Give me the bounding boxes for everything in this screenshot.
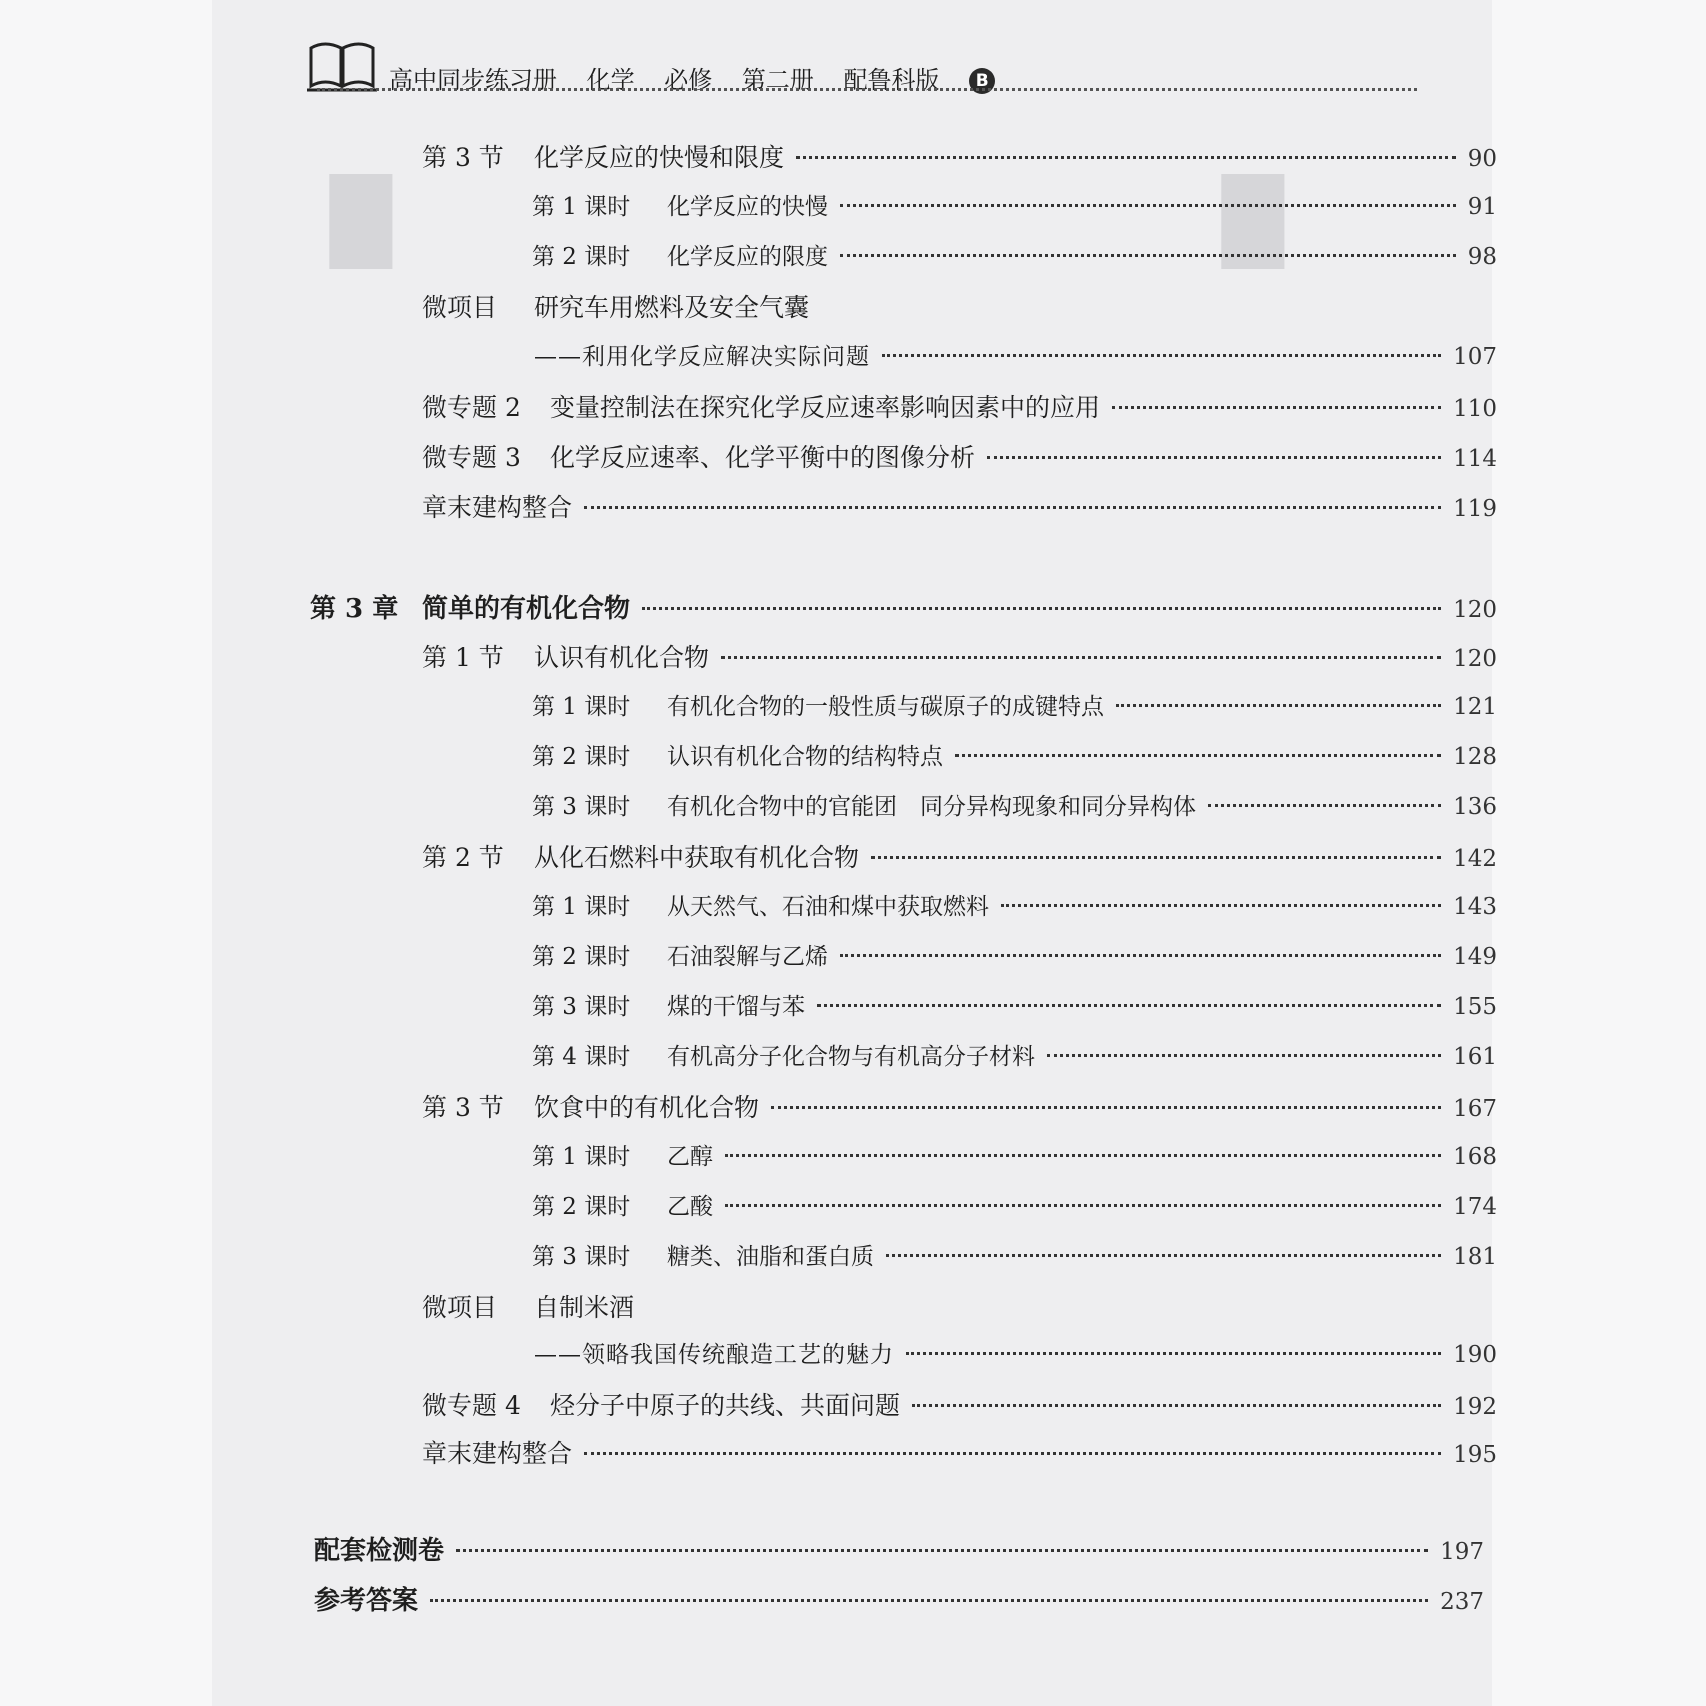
toc-page: 120 [1453,597,1497,623]
toc-entry[interactable] [532,888,1497,921]
toc-page: 192 [1453,1394,1497,1420]
dot-leader [906,1352,1441,1355]
toc-label: 第 2 节 [422,843,504,872]
toc-entry[interactable] [532,938,1497,971]
toc-page: 114 [1453,446,1497,472]
dot-leader [955,754,1441,757]
toc-title: 变量控制法在探究化学反应速率影响因素中的应用 [550,393,1101,422]
toc-page: 119 [1453,496,1497,522]
dot-leader [882,354,1441,357]
toc-page: 155 [1453,994,1497,1020]
bleed-through-mark: █ [1222,175,1284,268]
toc-title: 有机化合物中的官能团 同分异构现象和同分异构体 [667,794,1196,820]
dot-leader [456,1549,1428,1552]
toc-label: 微专题 4 [422,1391,521,1420]
toc-title: 从天然气、石油和煤中获取燃料 [667,894,989,920]
toc-page: 181 [1453,1244,1497,1270]
toc-label: 微专题 3 [422,443,521,472]
dot-leader [871,856,1441,859]
toc-title: 化学反应的快慢 [667,194,828,220]
toc-title: 化学反应的快慢和限度 [534,143,785,172]
toc-page: 197 [1440,1539,1484,1565]
toc-page: 174 [1453,1194,1497,1220]
toc-entry[interactable] [422,138,1497,174]
toc-title: 自制米酒 [534,1293,635,1322]
toc-label: 第 1 课时 [532,1144,631,1170]
toc-entry[interactable] [532,1138,1497,1171]
dot-leader [1116,704,1441,707]
toc-title: 化学反应的限度 [667,244,828,270]
dot-leader [771,1106,1441,1109]
dot-leader [1001,904,1441,907]
toc-page: 143 [1453,894,1497,920]
toc-label: 第 2 课时 [532,244,631,270]
header-subject: 化学 [586,66,635,94]
running-header [307,38,1417,98]
toc-entry[interactable] [532,1038,1497,1071]
header-series: 高中同步练习册 [389,66,557,94]
toc-label: 第 2 课时 [532,744,631,770]
toc-page: 120 [1453,646,1497,672]
toc-entry[interactable] [534,338,1497,371]
toc-label: 第 2 课时 [532,944,631,970]
toc-title: 认识有机化合物 [534,643,710,672]
toc-label: 第 1 课时 [532,694,631,720]
toc-page: 142 [1453,846,1497,872]
toc-entry[interactable] [532,1238,1497,1271]
toc-page: 91 [1467,194,1497,220]
toc-entry[interactable] [422,288,1497,324]
toc-page: 90 [1467,146,1497,172]
toc-entry[interactable] [422,638,1497,674]
toc-subtitle: ——领略我国传统酿造工艺的魅力 [534,1342,894,1368]
toc-title: 糖类、油脂和蛋白质 [667,1244,874,1270]
dot-leader [642,607,1441,610]
dot-leader [1047,1054,1441,1057]
toc-label: 第 3 节 [422,143,504,172]
toc-entry[interactable] [422,438,1497,474]
toc-entry[interactable] [314,1530,1484,1567]
toc-entry[interactable] [534,1336,1497,1369]
toc-page: 121 [1453,694,1497,720]
toc-entry[interactable] [422,838,1497,874]
dot-leader [584,506,1441,509]
header-dotted-rule [317,88,1417,91]
toc-label: 第 1 节 [422,643,504,672]
dot-leader [725,1154,1441,1157]
toc-title: 章末建构整合 [422,1439,573,1468]
toc-title: 简单的有机化合物 [422,594,631,624]
dot-leader [817,1004,1441,1007]
toc-label: 微项目 [422,293,498,322]
toc-entry[interactable] [532,688,1497,721]
toc-title: 饮食中的有机化合物 [534,1093,760,1122]
toc-entry[interactable] [422,1288,1497,1324]
toc-label: 第 3 课时 [532,994,631,1020]
bleed-through-mark: █ [330,175,392,268]
dot-leader [721,656,1441,659]
toc-page: 168 [1453,1144,1497,1170]
toc-entry[interactable] [422,488,1497,524]
dot-leader [912,1404,1441,1407]
toc-page: 107 [1453,344,1497,370]
toc-entry[interactable] [314,1580,1484,1617]
book-page [212,0,1497,1706]
toc-title: 化学反应速率、化学平衡中的图像分析 [550,443,976,472]
toc-title: 煤的干馏与苯 [667,994,805,1020]
toc-page: 110 [1453,396,1497,422]
toc-entry[interactable] [422,1088,1497,1124]
toc-entry[interactable] [532,788,1497,821]
toc-entry[interactable] [422,388,1497,424]
toc-entry[interactable] [422,1386,1497,1422]
dot-leader [796,156,1456,159]
toc-page: 190 [1453,1342,1497,1368]
toc-title: 乙酸 [667,1194,713,1220]
toc-entry[interactable] [422,1434,1497,1470]
open-book-icon [307,38,377,94]
toc-entry[interactable] [532,738,1497,771]
toc-entry[interactable] [532,988,1497,1021]
toc-label: 第 3 课时 [532,1244,631,1270]
toc-title: 有机化合物的一般性质与碳原子的成键特点 [667,694,1104,720]
toc-label: 第 4 课时 [532,1044,631,1070]
header-volume: 第二册 [741,66,814,94]
toc-entry[interactable] [532,1188,1497,1221]
toc-page: 167 [1453,1096,1497,1122]
toc-label: 微专题 2 [422,393,521,422]
toc-chapter-entry[interactable] [310,588,1497,625]
dot-leader [584,1452,1441,1455]
toc-title: 参考答案 [314,1586,419,1616]
toc-page: 98 [1467,244,1497,270]
toc-label: 第 1 课时 [532,894,631,920]
toc-label: 微项目 [422,1293,498,1322]
toc-title: 石油裂解与乙烯 [667,944,828,970]
toc-label: 第 3 课时 [532,794,631,820]
toc-title: 有机高分子化合物与有机高分子材料 [667,1044,1035,1070]
toc-title: 配套检测卷 [314,1536,445,1566]
toc-title: 研究车用燃料及安全气囊 [534,293,810,322]
toc-page: 136 [1453,794,1497,820]
header-edition: 配鲁科版 [843,66,940,94]
toc-label: 第 3 章 [310,594,399,624]
toc-page: 237 [1440,1589,1484,1615]
toc-title: 认识有机化合物的结构特点 [667,744,943,770]
dot-leader [840,254,1456,257]
toc-subtitle: ——利用化学反应解决实际问题 [534,344,870,370]
toc-title: 乙醇 [667,1144,713,1170]
toc-page: 195 [1453,1442,1497,1468]
toc-title: 章末建构整合 [422,493,573,522]
toc-page: 128 [1453,744,1497,770]
dot-leader [1208,804,1441,807]
toc-entry[interactable] [532,238,1497,271]
dot-leader [886,1254,1441,1257]
dot-leader [840,204,1456,207]
toc-title: 从化石燃料中获取有机化合物 [534,843,860,872]
toc-page: 149 [1453,944,1497,970]
header-course: 必修 [664,66,713,94]
toc-page: 161 [1453,1044,1497,1070]
edition-badge: B [969,68,995,94]
toc-label: 第 2 课时 [532,1194,631,1220]
dot-leader [725,1204,1441,1207]
dot-leader [840,954,1441,957]
toc-title: 烃分子中原子的共线、共面问题 [550,1391,901,1420]
toc-label: 第 1 课时 [532,194,631,220]
dot-leader [987,456,1441,459]
dot-leader [430,1599,1428,1602]
toc-label: 第 3 节 [422,1093,504,1122]
toc-entry[interactable] [532,188,1497,221]
dot-leader [1112,406,1441,409]
